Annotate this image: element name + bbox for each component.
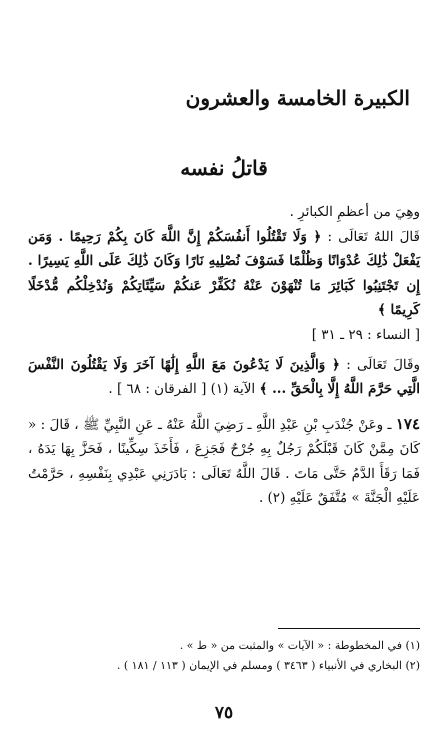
page-body [28,200,420,511]
quran-verse-2: ﴿ وَالَّذِينَ لَا يَدْعُونَ مَعَ اللَّهِ إِلَٰهًا آخَرَ وَلَا يَقْتُلُونَ النَّفْسَ الَّتِي حَرَّمَ اللَّهُ إِلَّا بِالْحَقِّ ... ﴾ [28,356,420,397]
footnote-1: (١) في المخطوطة : « الآيات » والمثبت من « ط » . [179,639,420,652]
hadith-paragraph [28,412,420,511]
chapter-title: الكبيرة الخامسة والعشرون [185,86,410,110]
paragraph-1 [28,225,420,323]
footnotes [28,636,420,676]
paragraph-2 [28,353,420,402]
verse-1-reference: [ النساء : ٢٩ ـ ٣١ ] [311,326,420,343]
page-number: ٧٥ [214,703,234,723]
paragraph-2-lead: وقَالَ تَعَالَى : [339,356,420,373]
section-title: قاتلُ نفسه [180,156,268,180]
hadith-number: ١٧٤ [395,414,420,433]
footnote-2: (٢) البخاري في الأنبياء ( ٣٤٦٣ ) ومسلم في الإيمان ( ١١٣ / ١٨١ ) . [116,659,420,672]
hadith-text: ـ وعَنْ جُنْدَبِ بْنِ عَبْدِ اللَّهِ ـ رَضِيَ اللَّهُ عَنْهُ ـ عَنِ النَّبِيِّ ﷺ ، قَالَ : « كَانَ مِمَّنْ كَانَ قَبْلَكُمْ رَجُلٌ بِهِ جُرْحٌ فَجَزِعَ ، فَأَخَذَ سِكِّينًا ، فَحَزَّ بِهَا يَدَهُ ، فَمَا رَقَأَ الدَّمُ حَتَّى مَاتَ . قَالَ اللَّهُ تَعَالَى : بَادَرَنِي عَبْدِي بِنَفْسِهِ ، حَرَّمْتُ عَلَيْهِ الْجَنَّةَ » مُتَّفَقٌ عَلَيْهِ (٢) . [28,416,420,506]
quran-verse-1: ﴿ وَلَا تَقْتُلُوا أَنفُسَكُمْ إِنَّ اللَّهَ كَانَ بِكُمْ رَحِيمًا . وَمَن يَفْعَلْ ذَٰلِكَ عُدْوَانًا وَظُلْمًا فَسَوْفَ نُصْلِيهِ نَارًا وَكَانَ ذَٰلِكَ عَلَى اللَّهِ يَسِيرًا . إِن تَجْتَنِبُوا كَبَائِرَ مَا تُنْهَوْنَ عَنْهُ نُكَفِّرْ عَنكُمْ سَيِّئَاتِكُمْ وَنُدْخِلْكُم مُّدْخَلًا كَرِيمًا ﴾ [28,228,420,318]
intro-line: وهِيَ من أعظمِ الكبائرِ . [289,204,420,220]
footnote-divider [278,628,420,629]
paragraph-1-lead: قَالَ اللهُ تَعَالَى : [321,228,420,245]
paragraph-2-tail: الآية (١) [ الفرقان : ٦٨ ] . [108,381,260,397]
